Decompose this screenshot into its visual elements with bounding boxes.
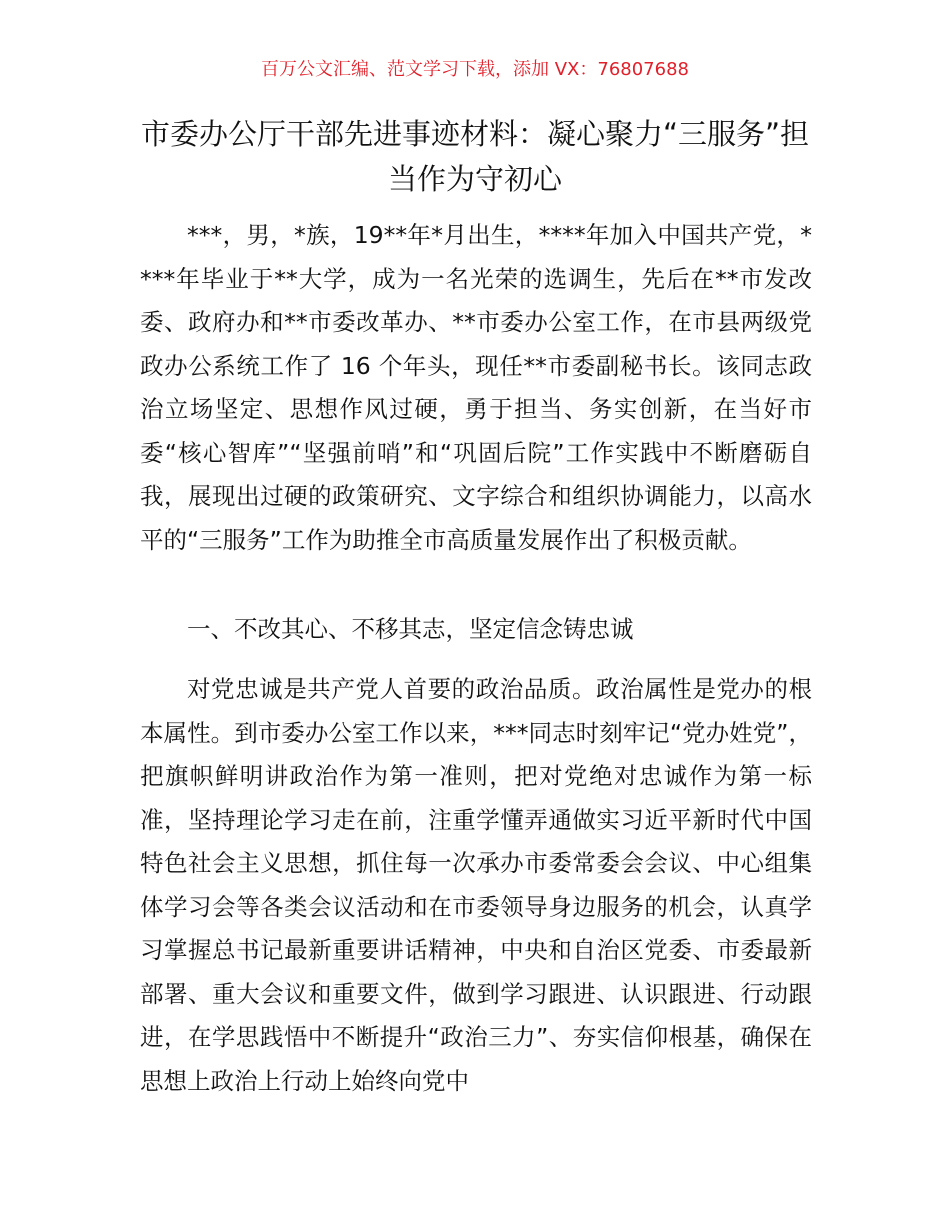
document-title: 市委办公厅干部先进事迹材料：凝心聚力“三服务”担当作为守初心: [140, 117, 810, 196]
paragraph-section-1: 对党忠诚是共产党人首要的政治品质。政治属性是党办的根本属性。到市委办公室工作以来，***同志时刻牢记“党办姓党”，把旗帜鲜明讲政治作为第一准则，把对党绝对忠诚作为第一标准，坚持理论学习走在前，注重学懂弄通做实习近平新时代中国特色社会主义思想，抓住每一次承办市委常委会会议、中心组集体学习会等各类会议活动和在市委领导身边服务的机会，认真学习掌握总书记最新重要讲话精神，中央和自治区党委、市委最新部署、重大会议和重要文件，做到学习跟进、认识跟进、行动跟进，在学思践悟中不断提升“政治三力”、夯实信仰根基，确保在思想上政治上行动上始终向党中: [140, 675, 812, 1095]
section-heading-1: 一、不改其心、不移其志，坚定信念铸忠诚: [187, 615, 634, 643]
watermark-banner: 百万公文汇编、范文学习下载，添加 VX：76807688: [261, 59, 689, 80]
paragraph-intro: ***，男，*族，19**年*月出生，****年加入中国共产党，****年毕业于**大学，成为一名光荣的选调生，先后在**市发改委、政府办和**市委改革办、**市委办公室工作，在市县两级党政办公系统工作了 16 个年头，现任**市委副秘书长。该同志政治立场坚定、思想作风过硬，勇于担当、务实创新，在当好市委“核心智库”“坚强前哨”和“巩固后院”工作实践中不断磨砺自我，展现出过硬的政策研究、文字综合和组织协调能力，以高水平的“三服务”工作为助推全市高质量发展作出了积极贡献。: [140, 221, 812, 554]
